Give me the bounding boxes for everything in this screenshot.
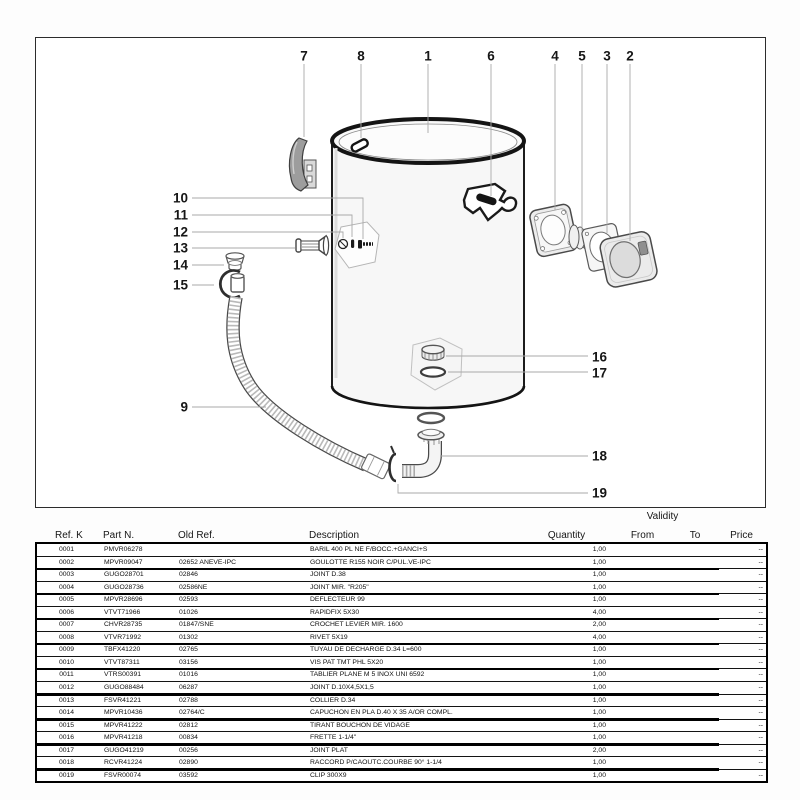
- callout-17: 17: [592, 365, 608, 381]
- cell-desc: BARIL 400 PL NE F/BOCC.+GANCI+S: [310, 546, 428, 553]
- cell-desc: DEFLECTEUR 99: [310, 596, 365, 604]
- validity-header-row: [35, 511, 768, 524]
- cell-qty: 1,00: [592, 709, 606, 717]
- cell-part: GUGO88484: [104, 684, 144, 692]
- cell-from: [611, 594, 676, 606]
- cell-to: [676, 682, 716, 694]
- cell-qty: 1,00: [592, 671, 606, 679]
- elbow-clamp-15: [220, 271, 244, 298]
- table-body: [35, 542, 768, 783]
- cell-qty: 1,00: [592, 759, 606, 767]
- cell-to: [676, 632, 716, 644]
- cell-to: [676, 669, 716, 681]
- cell-part: MPVR10436: [104, 709, 143, 717]
- cell-qty: 1,00: [592, 546, 606, 553]
- cell-to: [676, 770, 716, 782]
- cell-to: [676, 619, 716, 631]
- cell-price: --: [758, 684, 763, 692]
- table-row: [37, 557, 766, 570]
- cell-from: [611, 682, 676, 694]
- row-divider-bar: [37, 568, 719, 571]
- clip-19: [390, 446, 397, 481]
- table-row: [37, 607, 766, 620]
- cell-old: 02890: [179, 759, 198, 767]
- callout-9: 9: [180, 399, 188, 415]
- callout-13: 13: [172, 240, 188, 256]
- cell-desc: JOINT PLAT: [310, 746, 348, 754]
- callout-8: 8: [357, 48, 365, 64]
- cell-old: 01026: [179, 608, 198, 616]
- fastener-11: [351, 240, 354, 249]
- cell-ref: 0005: [58, 596, 75, 604]
- cell-desc: TABLIER PLANE M 5 INOX UNI 6592: [310, 671, 425, 679]
- cell-to: [676, 594, 716, 606]
- loose-gasket: [418, 413, 444, 423]
- cell-desc: CLIP 300X9: [310, 771, 347, 779]
- header-part: Part N.: [103, 530, 135, 541]
- validity-header: Validity: [646, 511, 679, 522]
- cell-part: CHVR28735: [104, 621, 143, 629]
- cell-from: [611, 569, 676, 581]
- cell-desc: RACCORD P/CAOUTC.COURBE 90° 1-1/4: [310, 759, 442, 767]
- table-row: [37, 582, 766, 595]
- cell-old: 02765: [179, 646, 198, 654]
- cell-from: [611, 669, 676, 681]
- callout-1: 1: [424, 48, 432, 64]
- table-row: [37, 707, 766, 720]
- cell-from: [611, 732, 676, 744]
- cell-price: --: [758, 658, 763, 666]
- row-divider-bar: [37, 718, 719, 721]
- cell-part: TBFX41220: [104, 646, 141, 654]
- cell-qty: 1,00: [592, 684, 606, 692]
- cell-to: [676, 569, 716, 581]
- cell-price: --: [758, 746, 763, 754]
- cell-price: --: [758, 571, 763, 579]
- cell-qty: 1,00: [592, 646, 606, 654]
- cell-price: --: [758, 646, 763, 654]
- cell-ref: 0018: [58, 759, 75, 767]
- cell-price: --: [758, 771, 763, 779]
- cell-desc: FRETTE 1-1/4": [310, 734, 357, 742]
- cell-old: 02593: [179, 596, 198, 604]
- cell-old: 02788: [179, 696, 198, 704]
- callout-3: 3: [603, 48, 611, 64]
- header-price: Price: [730, 530, 753, 541]
- fastener-13: [296, 236, 329, 255]
- cell-price: --: [758, 671, 763, 679]
- table-row: [37, 619, 766, 632]
- cell-qty: 1,00: [592, 721, 606, 729]
- cell-to: [676, 707, 716, 719]
- table-row: [37, 632, 766, 645]
- header-desc: Description: [309, 530, 360, 541]
- cell-from: [611, 757, 676, 769]
- callout-5: 5: [578, 48, 586, 64]
- cell-price: --: [758, 546, 763, 553]
- cell-from: [611, 657, 676, 669]
- cell-price: --: [758, 759, 763, 767]
- table-row: [37, 669, 766, 682]
- cell-part: GUGO41219: [104, 746, 144, 754]
- cell-price: --: [758, 621, 763, 629]
- cell-qty: 2,00: [592, 746, 606, 754]
- cell-ref: 0010: [58, 658, 75, 666]
- cell-desc: COLLIER D.34: [310, 696, 356, 704]
- cell-qty: 1,00: [592, 558, 606, 566]
- cell-to: [676, 695, 716, 707]
- table-row: [37, 732, 766, 745]
- leader-line-11: [192, 215, 352, 237]
- callout-2: 2: [626, 48, 634, 64]
- cell-ref: 0001: [58, 546, 75, 553]
- row-divider-bar: [37, 693, 719, 696]
- cell-to: [676, 607, 716, 619]
- cell-price: --: [758, 558, 763, 566]
- callout-15: 15: [172, 277, 188, 293]
- row-divider-bar: [37, 618, 719, 621]
- table-row: [37, 745, 766, 758]
- cell-part: GUGO28701: [104, 571, 144, 579]
- row-divider-bar: [37, 593, 719, 596]
- row-divider-bar: [37, 768, 719, 771]
- table-row: [37, 644, 766, 657]
- cell-desc: RAPIDFIX 5X30: [310, 608, 360, 616]
- callout-16: 16: [592, 349, 608, 365]
- cell-to: [676, 644, 716, 656]
- cell-part: MPVR41218: [104, 734, 143, 742]
- callout-4: 4: [551, 48, 559, 64]
- cell-to: [676, 657, 716, 669]
- callout-10: 10: [172, 190, 188, 206]
- cell-old: 02652 ANEVE-IPC: [179, 558, 237, 566]
- cell-from: [611, 544, 676, 556]
- cell-desc: CROCHET LEVIER MIR. 1600: [310, 621, 403, 629]
- cell-qty: 1,00: [592, 734, 606, 742]
- elbow-18: [402, 441, 435, 471]
- cell-from: [611, 770, 676, 782]
- header-from: From: [630, 530, 655, 541]
- cell-ref: 0003: [58, 571, 75, 579]
- cell-price: --: [758, 721, 763, 729]
- cell-price: --: [758, 596, 763, 604]
- cell-to: [676, 732, 716, 744]
- table-row: [37, 594, 766, 607]
- row-divider-bar: [37, 668, 719, 671]
- cell-old: 00834: [179, 734, 198, 742]
- cell-price: --: [758, 734, 763, 742]
- cell-from: [611, 582, 676, 594]
- cell-desc: CAPUCHON EN PLA D.40 X 35 A/OR COMPL.: [310, 709, 453, 717]
- cell-to: [676, 720, 716, 732]
- cell-qty: 1,00: [592, 571, 606, 579]
- cell-from: [611, 707, 676, 719]
- cell-from: [611, 632, 676, 644]
- cell-desc: RIVET 5X19: [310, 633, 348, 641]
- gasket-17: [421, 367, 445, 376]
- cell-price: --: [758, 583, 763, 591]
- cell-old: 02846: [179, 571, 198, 579]
- cell-old: 01016: [179, 671, 198, 679]
- cell-qty: 1,00: [592, 658, 606, 666]
- cell-desc: TUYAU DE DECHARGE D.34 L=600: [310, 646, 422, 654]
- cell-old: 03592: [179, 771, 198, 779]
- cell-old: 01302: [179, 633, 198, 641]
- row-divider-bar: [37, 643, 719, 646]
- cell-price: --: [758, 696, 763, 704]
- cell-old: 00256: [179, 746, 198, 754]
- cell-to: [676, 557, 716, 569]
- cell-part: VTVR71992: [104, 633, 142, 641]
- cell-from: [611, 720, 676, 732]
- cell-ref: 0006: [58, 608, 75, 616]
- table-row: [37, 720, 766, 733]
- cover-2: [599, 230, 659, 289]
- exploded-view-diagram: [36, 38, 765, 507]
- cell-ref: 0017: [58, 746, 75, 754]
- cap-14: [226, 253, 244, 270]
- cell-desc: VIS PAT TMT PHL 5X20: [310, 658, 384, 666]
- cell-part: VTVT71966: [104, 608, 141, 616]
- cell-part: FSVR41221: [104, 696, 142, 704]
- cell-old: 03156: [179, 658, 198, 666]
- leader-line-12: [192, 232, 343, 238]
- fastener-10: [358, 240, 362, 249]
- table-row: [37, 569, 766, 582]
- cell-ref: 0002: [58, 558, 75, 566]
- table-row: [37, 682, 766, 695]
- cell-qty: 4,00: [592, 608, 606, 616]
- cell-old: 01847/SNE: [179, 621, 214, 629]
- cell-ref: 0008: [58, 633, 75, 641]
- cell-qty: 1,00: [592, 583, 606, 591]
- cell-from: [611, 619, 676, 631]
- cell-qty: 4,00: [592, 633, 606, 641]
- cell-ref: 0016: [58, 734, 75, 742]
- cell-qty: 2,00: [592, 621, 606, 629]
- cell-old: 02812: [179, 721, 198, 729]
- cell-desc: JOINT D.10X4,5X1,5: [310, 684, 374, 692]
- cell-ref: 0019: [58, 771, 75, 779]
- callout-18: 18: [592, 448, 608, 464]
- callout-14: 14: [172, 257, 188, 273]
- cell-part: FSVR00074: [104, 771, 142, 779]
- cell-from: [611, 557, 676, 569]
- callout-19: 19: [592, 485, 608, 501]
- handle-part-7: [289, 138, 316, 191]
- callout-6: 6: [487, 48, 495, 64]
- leader-line-19: [398, 484, 588, 493]
- table-row: [37, 657, 766, 670]
- cell-ref: 0014: [58, 709, 75, 717]
- cell-to: [676, 582, 716, 594]
- cell-desc: JOINT D.38: [310, 571, 346, 579]
- header-qty: Quantity: [547, 530, 586, 541]
- cell-part: VTRS00391: [104, 671, 142, 679]
- cell-to: [676, 757, 716, 769]
- table-header-row: [35, 524, 768, 542]
- cell-part: MPVR28696: [104, 596, 143, 604]
- table-row: [37, 757, 766, 770]
- cell-old: 02764/C: [179, 709, 205, 717]
- cell-ref: 0015: [58, 721, 75, 729]
- cell-desc: TIRANT BOUCHON DE VIDAGE: [310, 721, 410, 729]
- cell-from: [611, 644, 676, 656]
- cell-ref: 0011: [59, 671, 74, 679]
- cell-qty: 1,00: [592, 771, 606, 779]
- header-old: Old Ref.: [178, 530, 215, 541]
- cell-part: GUGO28736: [104, 583, 144, 591]
- cell-qty: 1,00: [592, 596, 606, 604]
- table-row: [37, 695, 766, 708]
- table-row: [37, 770, 766, 782]
- cell-old: 02586NE: [179, 583, 208, 591]
- cell-price: --: [758, 608, 763, 616]
- cell-ref: 0004: [58, 583, 75, 591]
- cell-old: [176, 544, 304, 556]
- cell-from: [611, 745, 676, 757]
- cell-part: MPVR41222: [104, 721, 143, 729]
- cell-from: [611, 695, 676, 707]
- callout-12: 12: [172, 224, 188, 240]
- diagram-frame: [35, 37, 766, 508]
- cell-ref: 0013: [58, 696, 75, 704]
- table-row: [37, 544, 766, 557]
- cell-to: [676, 544, 716, 556]
- header-to: To: [689, 530, 701, 541]
- parts-table: [35, 511, 768, 783]
- cell-price: --: [758, 709, 763, 717]
- cell-old: 06287: [179, 684, 198, 692]
- cell-ref: 0007: [58, 621, 75, 629]
- cell-from: [611, 607, 676, 619]
- cell-desc: GOULOTTE R155 NOIR C/PUL.VE-IPC: [310, 558, 431, 566]
- plug-16: [422, 345, 444, 360]
- row-divider-bar: [37, 743, 719, 746]
- cell-to: [676, 745, 716, 757]
- cell-part: RCVR41224: [104, 759, 143, 767]
- header-ref: Ref. K: [55, 530, 83, 541]
- cell-ref: 0009: [58, 646, 75, 654]
- cell-price: --: [758, 633, 763, 641]
- cell-part: PMVR06278: [104, 546, 143, 553]
- cell-ref: 0012: [58, 684, 75, 692]
- cell-desc: JOINT MIR. "R205": [310, 583, 369, 591]
- cell-part: VTVT87311: [104, 658, 140, 666]
- callout-11: 11: [173, 207, 188, 223]
- cell-qty: 1,00: [592, 696, 606, 704]
- callout-7: 7: [300, 48, 308, 64]
- cell-part: MPVR09047: [104, 558, 143, 566]
